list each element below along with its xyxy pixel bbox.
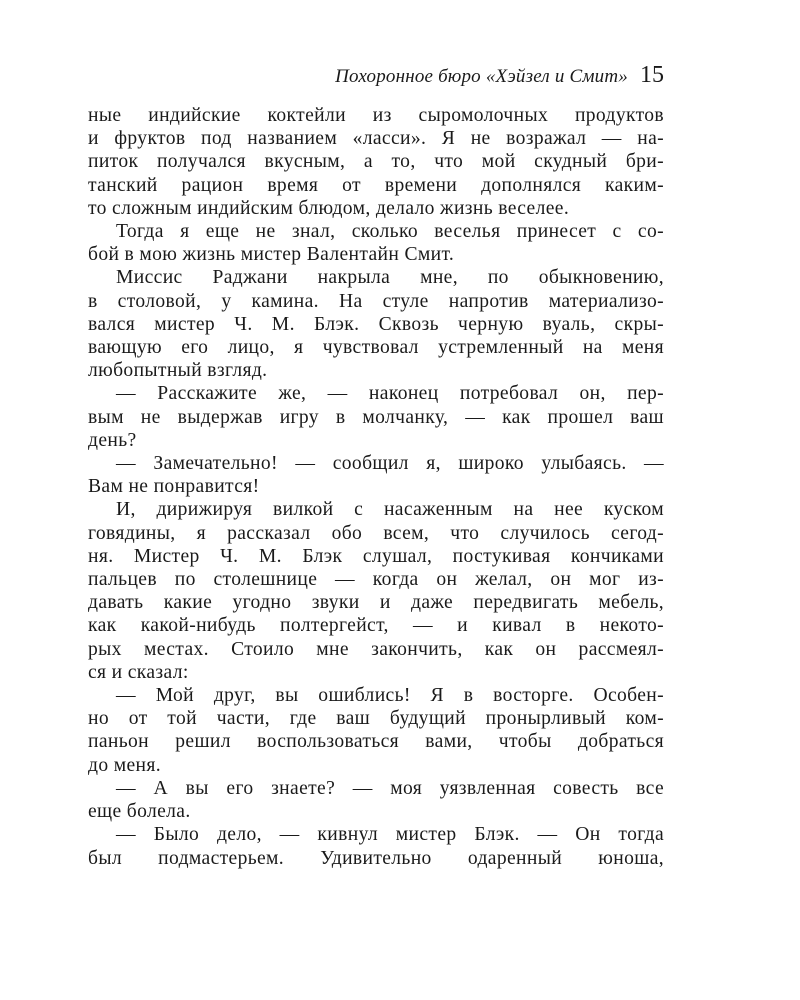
running-header [88,62,664,98]
text-line: — Расскажите же, — наконец потребовал он, пер- [116,383,664,405]
text-line: — Мой друг, вы ошиблись! Я в восторге. Особен- [116,685,664,707]
text-line: но от той части, где ваш будущий пронырливый ком- [88,708,664,730]
text-line: говядины, я рассказал обо всем, что случилось сегод- [88,522,664,544]
text-line: — Замечательно! — сообщил я, широко улыбаясь. — [116,453,664,475]
text-line: Вам не понравится! [88,476,260,498]
text-line: вался мистер Ч. М. Блэк. Сквозь черную вуаль, скры- [88,313,664,335]
text-line: еще болела. [88,801,191,823]
text-line: бой в мою жизнь мистер Валентайн Смит. [88,244,455,266]
text-line: вающую его лицо, я чувствовал устремленный на меня [88,337,664,359]
text-line: и фруктов под названием «ласси». Я не возражал — на- [88,128,664,150]
text-line: любопытный взгляд. [88,360,268,382]
body-text [88,104,664,870]
text-line: вым не выдержав игру в молчанку, — как прошел ваш [88,406,664,428]
text-line: паньон решил воспользоваться вами, чтобы добраться [88,731,664,753]
book-page [88,62,664,870]
text-line: как какой-нибудь полтергейст, — и кивал в некото- [88,615,664,637]
text-line: до меня. [88,754,161,776]
running-title: Похоронное бюро «Хэйзел и Смит» [335,66,628,87]
text-line: танский рацион время от времени дополнялся каким- [88,174,664,196]
text-line: пальцев по столешнице — когда он желал, он мог из- [88,569,664,591]
text-line: питок получался вкусным, а то, что мой скудный бри- [88,151,664,173]
text-line: И, дирижируя вилкой с насаженным на нее куском [116,499,664,521]
text-line: ня. Мистер Ч. М. Блэк слушал, постукивая кончиками [88,545,664,567]
text-line: Миссис Раджани накрыла мне, по обыкновению, [116,267,664,289]
text-line: то сложным индийским блюдом, делало жизнь веселее. [88,197,570,219]
text-line: давать какие угодно звуки и даже передвигать мебель, [88,592,664,614]
text-line: Тогда я еще не знал, сколько веселья принесет с со- [116,221,664,243]
text-line: — Было дело, — кивнул мистер Блэк. — Он тогда [116,824,664,846]
text-line: — А вы его знаете? — моя уязвленная совесть все [116,777,664,799]
text-line: ся и сказал: [88,661,189,683]
text-line: день? [88,429,137,451]
text-line: в столовой, у камина. На стуле напротив материализо- [88,290,664,312]
text-line: был подмастерьем. Удивительно одаренный юноша, [88,847,664,869]
page-number: 15 [640,62,664,88]
text-line: рых местах. Стоило мне закончить, как он рассмеял- [88,638,664,660]
text-line: ные индийские коктейли из сыромолочных продуктов [88,105,664,126]
